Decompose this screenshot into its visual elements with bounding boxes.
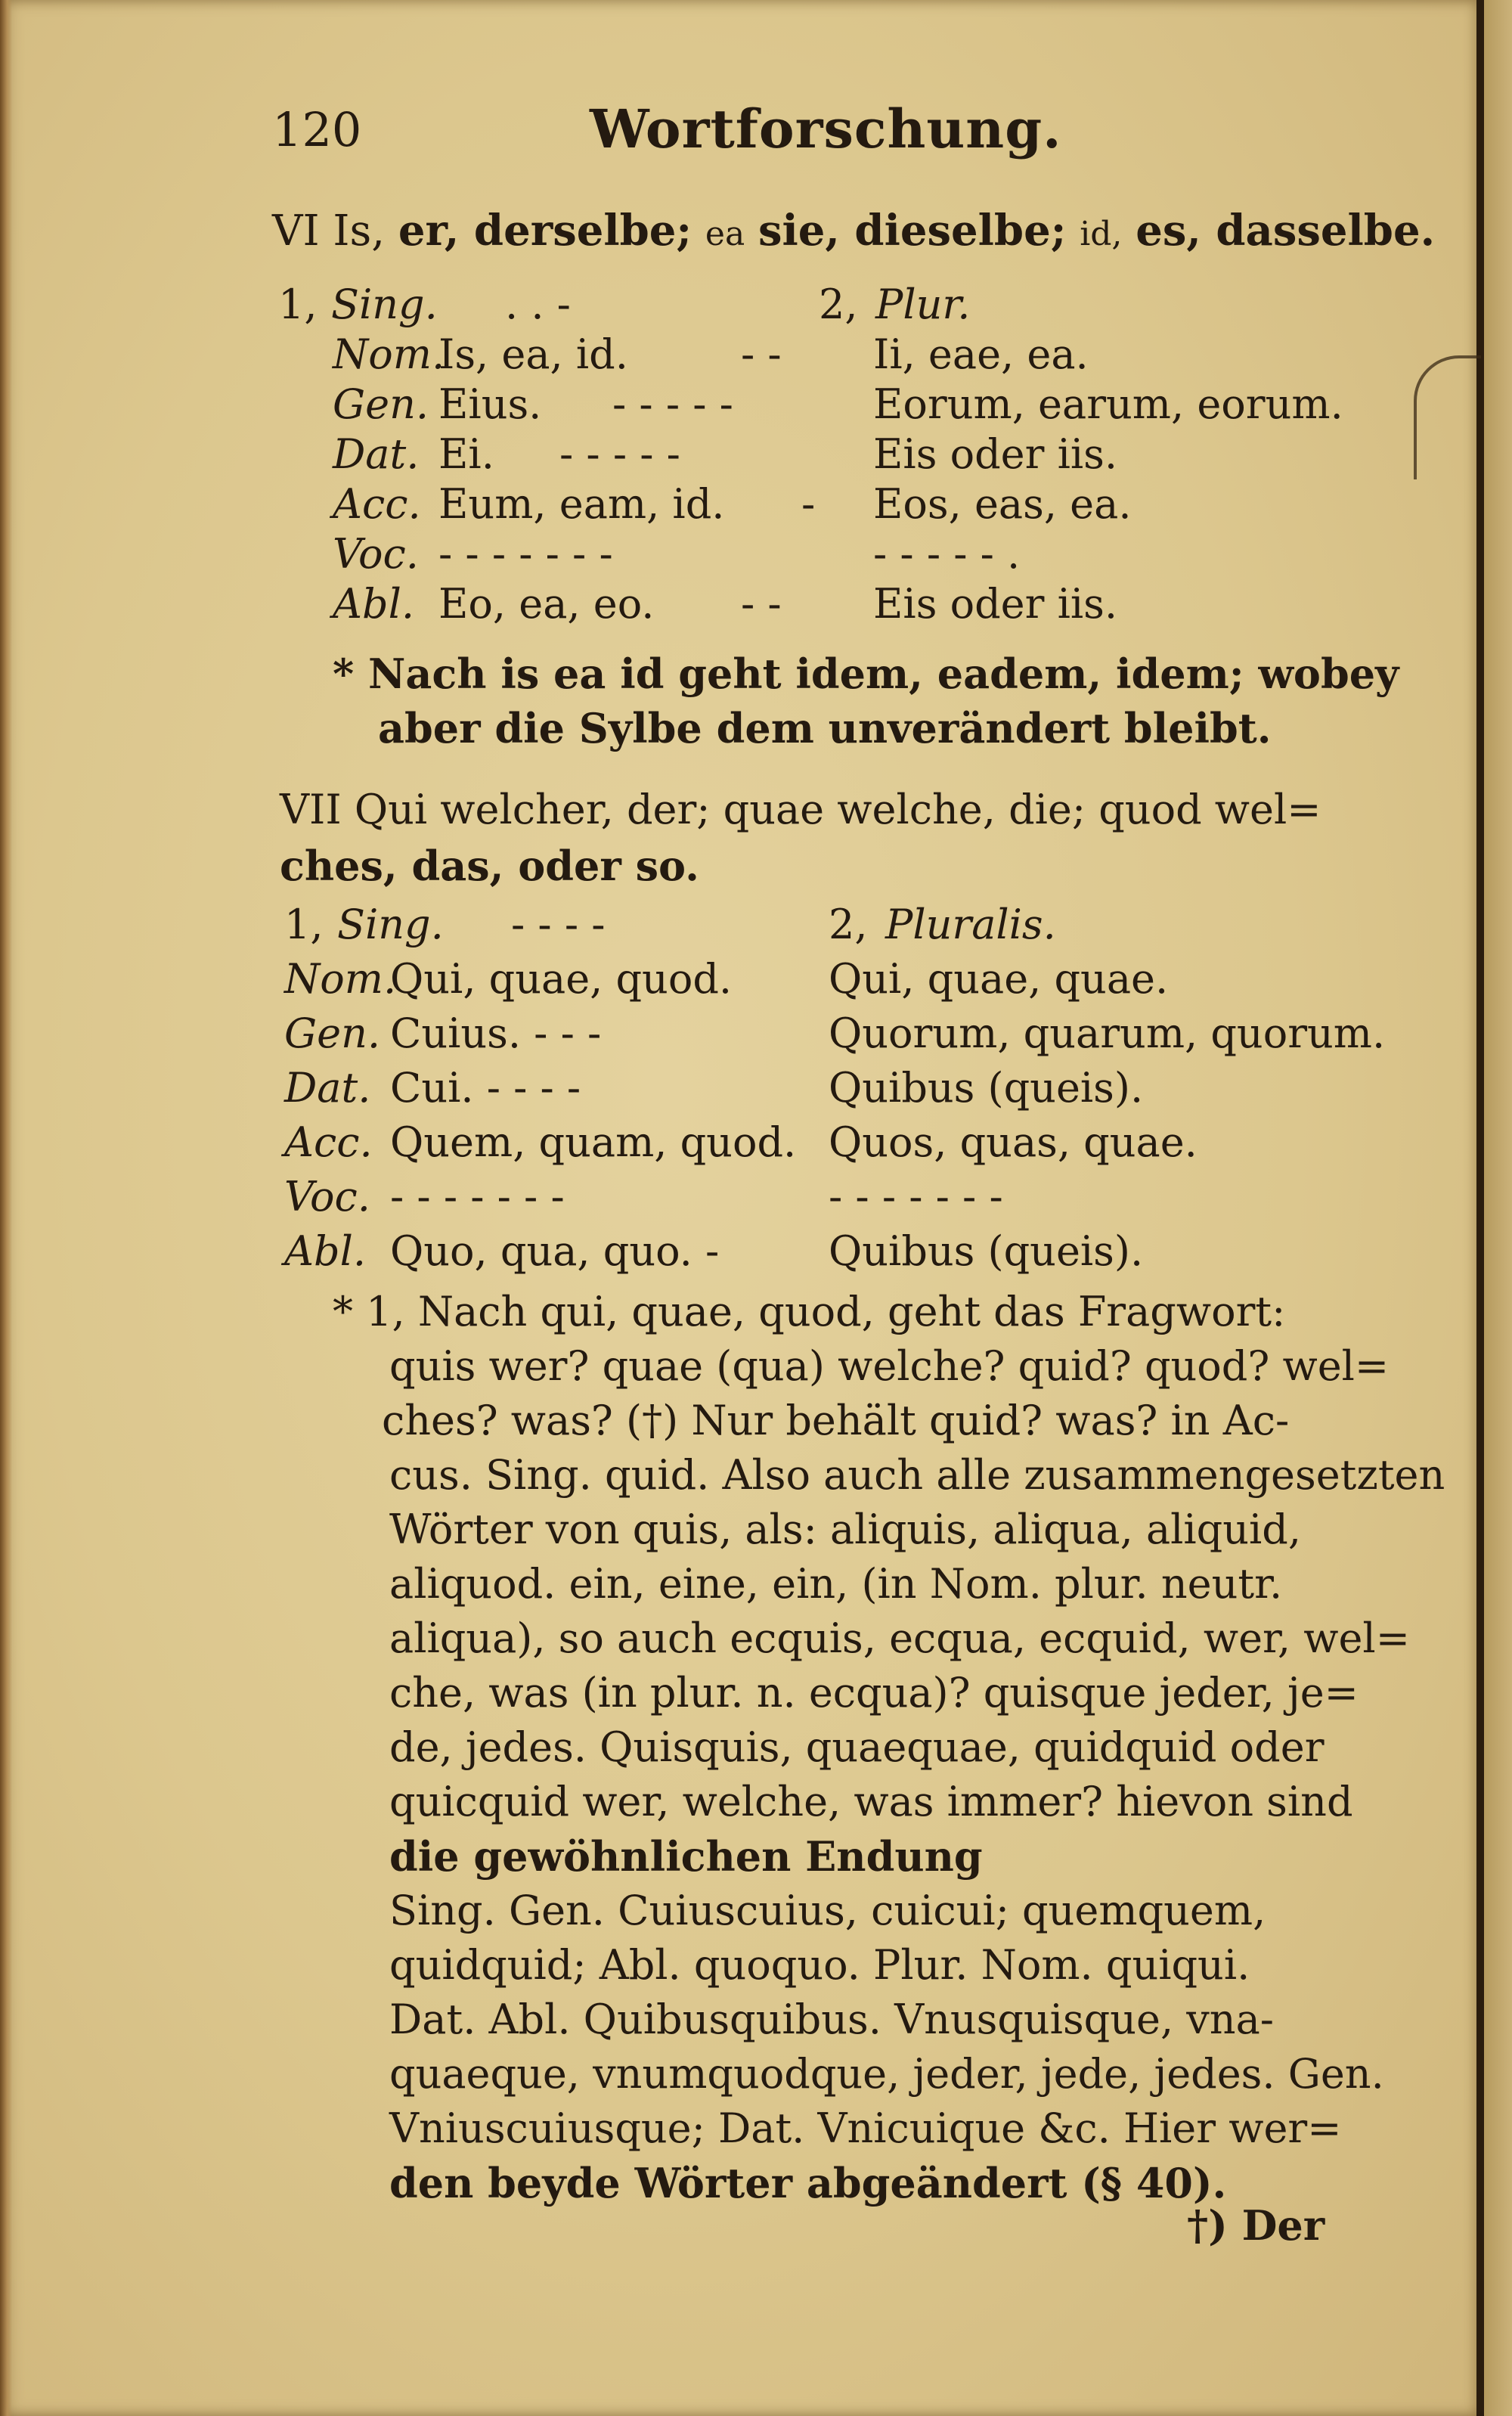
- page-number: 120: [272, 102, 362, 157]
- section-vi-heading-part: es, dasselbe.: [1136, 206, 1436, 256]
- section-vii-note-line: * 1, Nach qui, quae, quod, geht das Fragwort:: [333, 1288, 1286, 1335]
- section-vi-number: VI: [272, 206, 320, 256]
- plural-label: Pluralis.: [885, 901, 1056, 948]
- plural-number-label: 2,: [829, 901, 868, 948]
- section-vi-heading-part: Is,: [333, 206, 386, 256]
- plural-form: - - - - - - -: [829, 1173, 1003, 1220]
- section-vii-note-line: aliquod. ein, eine, ein, (in Nom. plur. neutr.: [389, 1560, 1283, 1608]
- singular-form: Is, ea, id.: [438, 330, 628, 378]
- section-vii-note-line: che, was (in plur. n. ecqua)? quisque jeder, je=: [389, 1669, 1359, 1717]
- singular-number-label: 1,: [278, 281, 318, 328]
- singular-number-label: 1,: [284, 901, 324, 948]
- case-label: Acc.: [284, 1118, 373, 1166]
- next-page-edge: [1484, 0, 1512, 2416]
- plural-form: Quorum, quarum, quorum.: [829, 1010, 1386, 1057]
- section-vii-note-line: quidquid; Abl. quoquo. Plur. Nom. quiqui.: [389, 1941, 1250, 1989]
- section-vii-note-line: die gewöhnlichen Endung: [389, 1832, 983, 1881]
- page-gutter-shadow: [0, 0, 12, 2416]
- section-vii-heading-line: ches, das, oder so.: [280, 842, 699, 890]
- section-vii-note-line: Dat. Abl. Quibusquibus. Vnusquisque, vna-: [389, 1996, 1275, 2043]
- plural-form: - - - - - .: [873, 530, 1021, 578]
- plural-form: Ii, eae, ea.: [873, 330, 1089, 378]
- section-vii-note-line: Wörter von quis, als: aliquis, aliqua, aliquid,: [389, 1506, 1302, 1553]
- section-vi-note-line: aber die Sylbe dem unverändert bleibt.: [378, 704, 1272, 752]
- case-label: Acc.: [333, 480, 421, 528]
- case-label: Gen.: [333, 380, 429, 428]
- plural-form: Quos, quas, quae.: [829, 1118, 1198, 1166]
- section-vi-heading-part: id,: [1080, 215, 1123, 253]
- section-vii-note-line: aliqua), so auch ecquis, ecqua, ecquid, wer, wel=: [389, 1614, 1410, 1662]
- section-vi-heading-part: sie, dieselbe;: [758, 206, 1067, 256]
- section-vii-note-line: quicquid wer, welche, was immer? hievon sind: [389, 1778, 1353, 1825]
- section-vi-heading-part: ea: [705, 215, 745, 253]
- singular-form: - - - - - - -: [438, 530, 613, 578]
- plural-form: Quibus (queis).: [829, 1227, 1144, 1275]
- row-dashes: -: [801, 480, 816, 528]
- case-label: Nom.: [284, 955, 397, 1003]
- case-label: Voc.: [333, 530, 419, 578]
- running-title: Wortforschung.: [590, 98, 1062, 160]
- row-dashes: - - - - -: [612, 380, 733, 428]
- singular-form: Quo, qua, quo. -: [390, 1227, 720, 1275]
- section-vii-note-line: cus. Sing. quid. Also auch alle zusammengesetzten: [389, 1451, 1445, 1499]
- section-vii-note-line: de, jedes. Quisquis, quaequae, quidquid oder: [389, 1723, 1325, 1771]
- case-label: Abl.: [333, 580, 414, 628]
- singular-form: Qui, quae, quod.: [390, 955, 733, 1003]
- section-vii-note-line: den beyde Wörter abgeändert (§ 40).: [389, 2159, 1227, 2207]
- singular-label: Sing.: [337, 901, 444, 948]
- plural-form: Eis oder iis.: [873, 430, 1117, 478]
- section-vii-heading-line: VII Qui welcher, der; quae welche, die; quod wel=: [280, 786, 1321, 833]
- section-vii-note-line: quis wer? quae (qua) welche? quid? quod? wel=: [389, 1342, 1390, 1390]
- section-vii-note-line: Sing. Gen. Cuiuscuius, cuicui; quemquem,: [389, 1887, 1266, 1934]
- plural-form: Eos, eas, ea.: [873, 480, 1132, 528]
- case-label: Abl.: [284, 1227, 366, 1275]
- header-dashes: . . -: [505, 281, 571, 328]
- header-dashes: - - - -: [511, 901, 606, 948]
- section-vii-note-line: ches? was? (†) Nur behält quid? was? in Ac-: [382, 1397, 1290, 1444]
- case-label: Dat.: [333, 430, 420, 478]
- section-vii-note-line: quaeque, vnumquodque, jeder, jede, jedes. Gen.: [389, 2050, 1384, 2098]
- case-label: Dat.: [284, 1064, 371, 1112]
- singular-form: Cuius. - - -: [390, 1010, 602, 1057]
- catchword: †) Der: [1187, 2201, 1325, 2250]
- singular-form: - - - - - - -: [390, 1173, 565, 1220]
- case-label: Voc.: [284, 1173, 370, 1220]
- section-vi-heading-part: er, derselbe;: [398, 206, 692, 256]
- case-label: Gen.: [284, 1010, 381, 1057]
- singular-label: Sing.: [331, 281, 438, 328]
- singular-form: Eum, eam, id.: [438, 480, 725, 528]
- singular-form: Cui. - - - -: [390, 1064, 581, 1112]
- plural-form: Quibus (queis).: [829, 1064, 1144, 1112]
- page-header: [272, 98, 1331, 170]
- singular-form: Eo, ea, eo.: [438, 580, 655, 628]
- singular-form: Quem, quam, quod.: [390, 1118, 797, 1166]
- singular-form: Ei.: [438, 430, 494, 478]
- section-vii-note-line: Vniuscuiusque; Dat. Vnicuique &c. Hier wer=: [389, 2104, 1342, 2152]
- row-dashes: - - - - -: [559, 430, 680, 478]
- plural-label: Plur.: [875, 281, 971, 328]
- row-dashes: - -: [741, 330, 782, 378]
- case-label: Nom.: [333, 330, 445, 378]
- plural-number-label: 2,: [819, 281, 858, 328]
- paper-fold-mark: [1414, 355, 1481, 479]
- singular-form: Eius.: [438, 380, 542, 428]
- plural-form: Qui, quae, quae.: [829, 955, 1169, 1003]
- plural-form: Eorum, earum, eorum.: [873, 380, 1343, 428]
- row-dashes: - -: [741, 580, 782, 628]
- plural-form: Eis oder iis.: [873, 580, 1117, 628]
- section-vi-heading: [272, 206, 1435, 259]
- section-vi-note-line: * Nach is ea id geht idem, eadem, idem; wobey: [333, 650, 1399, 698]
